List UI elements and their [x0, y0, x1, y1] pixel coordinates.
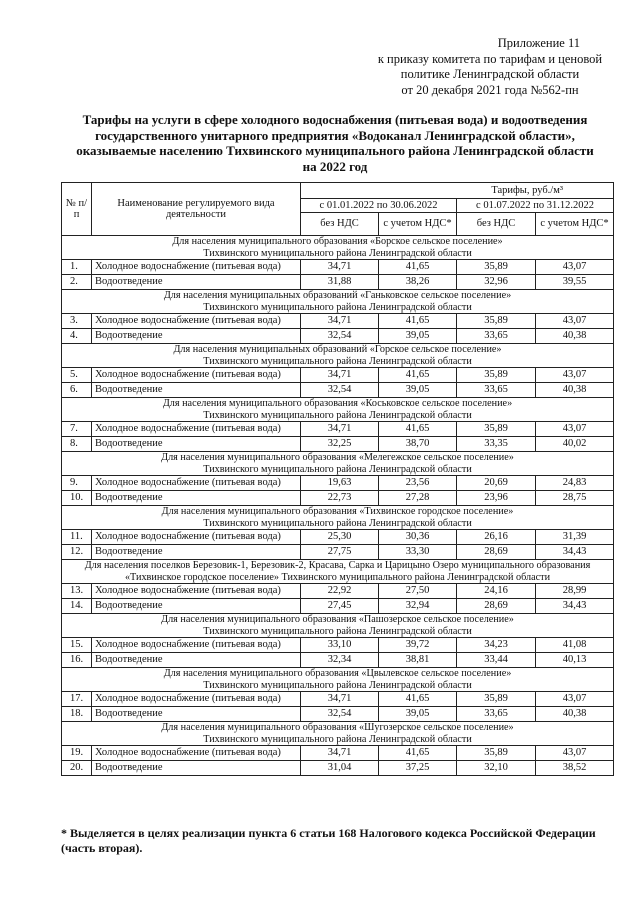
- tariff-period1-with-vat: 39,72: [379, 638, 457, 653]
- section-heading-line: Тихвинского муниципального района Ленинградской области: [203, 517, 472, 529]
- row-activity-name: Водоотведение: [92, 653, 301, 668]
- header-no-vat: без НДС: [301, 213, 379, 236]
- table-row: [62, 761, 614, 776]
- tariff-period1-no-vat: 31,88: [301, 275, 379, 290]
- section-heading-line: Для населения муниципального образования «Мелегежское сельское поселение»: [161, 452, 514, 463]
- tariff-period2-with-vat: 43,07: [536, 692, 614, 707]
- table-row: [62, 545, 614, 560]
- row-activity-name: Водоотведение: [92, 545, 301, 560]
- header-with-vat: с учетом НДС*: [536, 213, 614, 236]
- table-row: [62, 437, 614, 452]
- table-row: [62, 260, 614, 275]
- row-activity-name: Холодное водоснабжение (питьевая вода): [92, 422, 301, 437]
- tariff-period1-no-vat: 34,71: [301, 422, 379, 437]
- section-heading: [62, 398, 614, 422]
- tariff-period2-with-vat: 43,07: [536, 368, 614, 383]
- tariff-period1-with-vat: 27,50: [379, 584, 457, 599]
- section-heading: [62, 236, 614, 260]
- section-heading-row: [62, 344, 614, 368]
- table-row: [62, 746, 614, 761]
- section-heading-row: [62, 614, 614, 638]
- tariff-period1-no-vat: 34,71: [301, 692, 379, 707]
- tariff-period1-no-vat: 19,63: [301, 476, 379, 491]
- tariff-period2-no-vat: 33,65: [457, 383, 536, 398]
- section-heading-row: [62, 560, 614, 584]
- section-heading: [62, 668, 614, 692]
- tariff-period1-no-vat: 34,71: [301, 260, 379, 275]
- tariff-period1-with-vat: 38,70: [379, 437, 457, 452]
- tariff-period1-no-vat: 25,30: [301, 530, 379, 545]
- section-heading: [62, 452, 614, 476]
- row-activity-name: Водоотведение: [92, 437, 301, 452]
- section-heading-row: [62, 236, 614, 260]
- row-activity-name: Холодное водоснабжение (питьевая вода): [92, 692, 301, 707]
- section-heading-row: [62, 506, 614, 530]
- row-number: 6.: [62, 383, 92, 398]
- tariff-period2-with-vat: 40,38: [536, 329, 614, 344]
- table-row: [62, 707, 614, 722]
- section-heading-line: Тихвинского муниципального района Ленинградской области: [203, 679, 472, 691]
- tariff-period1-no-vat: 31,04: [301, 761, 379, 776]
- row-activity-name: Водоотведение: [92, 599, 301, 614]
- section-heading-line: Тихвинского муниципального района Ленинградской области: [203, 625, 472, 637]
- header-period-2: с 01.07.2022 по 31.12.2022: [457, 199, 614, 213]
- section-heading-line: Для населения поселков Березовик-1, Березовик-2, Красава, Сарка и Царицыно Озеро муниципального образования: [84, 560, 591, 571]
- header-period-1: с 01.01.2022 по 30.06.2022: [301, 199, 457, 213]
- table-row: [62, 476, 614, 491]
- tariff-period1-with-vat: 39,05: [379, 707, 457, 722]
- section-heading-row: [62, 722, 614, 746]
- table-row: [62, 422, 614, 437]
- table-row: [62, 275, 614, 290]
- tariff-period1-no-vat: 34,71: [301, 368, 379, 383]
- tariff-period2-no-vat: 35,89: [457, 746, 536, 761]
- tariff-period2-no-vat: 24,16: [457, 584, 536, 599]
- row-activity-name: Холодное водоснабжение (питьевая вода): [92, 314, 301, 329]
- row-number: 1.: [62, 260, 92, 275]
- tariff-period2-with-vat: 31,39: [536, 530, 614, 545]
- header-with-vat: с учетом НДС*: [379, 213, 457, 236]
- section-heading-line: Тихвинского муниципального района Ленинградской области: [203, 301, 472, 313]
- tariff-period1-no-vat: 32,54: [301, 707, 379, 722]
- header-number: № п/п: [62, 183, 92, 236]
- tariff-period1-with-vat: 30,36: [379, 530, 457, 545]
- tariff-period1-with-vat: 39,05: [379, 329, 457, 344]
- tariff-period1-with-vat: 41,65: [379, 422, 457, 437]
- tariff-period1-no-vat: 27,45: [301, 599, 379, 614]
- section-heading-row: [62, 668, 614, 692]
- tariff-period1-no-vat: 33,10: [301, 638, 379, 653]
- appendix-committee: политике Ленинградской области: [400, 67, 580, 81]
- row-activity-name: Водоотведение: [92, 707, 301, 722]
- tariff-period1-no-vat: 22,92: [301, 584, 379, 599]
- row-activity-name: Водоотведение: [92, 761, 301, 776]
- section-heading-row: [62, 398, 614, 422]
- section-heading-line: Тихвинского муниципального района Ленинградской области: [203, 247, 472, 259]
- tariff-period2-with-vat: 40,38: [536, 707, 614, 722]
- row-number: 12.: [62, 545, 92, 560]
- row-activity-name: Холодное водоснабжение (питьевая вода): [92, 530, 301, 545]
- tariff-period1-with-vat: 39,05: [379, 383, 457, 398]
- row-activity-name: Холодное водоснабжение (питьевая вода): [92, 260, 301, 275]
- table-row: [62, 653, 614, 668]
- tariff-period2-with-vat: 40,02: [536, 437, 614, 452]
- tariff-period2-with-vat: 34,43: [536, 599, 614, 614]
- tariff-period2-no-vat: 20,69: [457, 476, 536, 491]
- tariff-period2-no-vat: 35,89: [457, 422, 536, 437]
- table-row: [62, 584, 614, 599]
- section-heading-line: Для населения муниципального образования «Тихвинское городское поселение»: [161, 506, 514, 517]
- tariff-period1-with-vat: 41,65: [379, 260, 457, 275]
- row-activity-name: Холодное водоснабжение (питьевая вода): [92, 584, 301, 599]
- tariff-period1-no-vat: 32,25: [301, 437, 379, 452]
- section-heading-line: Для населения муниципального образования «Цвылевское сельское поселение»: [163, 668, 512, 679]
- row-number: 19.: [62, 746, 92, 761]
- row-activity-name: Водоотведение: [92, 491, 301, 506]
- tariff-period2-no-vat: 32,96: [457, 275, 536, 290]
- section-heading-row: [62, 452, 614, 476]
- tariff-period2-no-vat: 28,69: [457, 545, 536, 560]
- table-row: [62, 368, 614, 383]
- row-activity-name: Водоотведение: [92, 275, 301, 290]
- tariff-period1-with-vat: 33,30: [379, 545, 457, 560]
- tariff-period1-with-vat: 38,81: [379, 653, 457, 668]
- row-activity-name: Водоотведение: [92, 383, 301, 398]
- tariff-table: [61, 182, 614, 776]
- tariff-table-body: [62, 236, 614, 776]
- section-heading-line: Для населения муниципальных образований «Ганьковское сельское поселение»: [163, 290, 512, 301]
- table-row: [62, 599, 614, 614]
- tariff-period2-with-vat: 39,55: [536, 275, 614, 290]
- tariff-period2-no-vat: 23,96: [457, 491, 536, 506]
- section-heading-line: Для населения муниципального образования «Коськовское сельское поселение»: [162, 398, 513, 409]
- footnote: * Выделяется в целях реализации пункта 6 статьи 168 Налогового кодекса Российской Федерации (часть вторая).: [61, 826, 596, 855]
- header-tariffs: Тарифы, руб./м³: [301, 183, 614, 199]
- row-number: 17.: [62, 692, 92, 707]
- tariff-period1-with-vat: 41,65: [379, 692, 457, 707]
- tariff-period2-with-vat: 43,07: [536, 422, 614, 437]
- section-heading: [62, 722, 614, 746]
- tariff-period2-with-vat: 24,83: [536, 476, 614, 491]
- table-row: [62, 329, 614, 344]
- tariff-period1-with-vat: 38,26: [379, 275, 457, 290]
- row-number: 15.: [62, 638, 92, 653]
- tariff-period2-with-vat: 34,43: [536, 545, 614, 560]
- table-row: [62, 692, 614, 707]
- tariff-period2-with-vat: 43,07: [536, 746, 614, 761]
- appendix-header: [370, 36, 610, 98]
- tariff-period1-with-vat: 41,65: [379, 746, 457, 761]
- tariff-period2-no-vat: 35,89: [457, 692, 536, 707]
- row-number: 3.: [62, 314, 92, 329]
- section-heading-line: Тихвинского муниципального района Ленинградской области: [203, 355, 472, 367]
- row-number: 11.: [62, 530, 92, 545]
- tariff-period2-no-vat: 35,89: [457, 314, 536, 329]
- header-no-vat: без НДС: [457, 213, 536, 236]
- section-heading-line: Для населения муниципальных образований «Горское сельское поселение»: [173, 344, 502, 355]
- document-title: [70, 112, 600, 174]
- appendix-number: Приложение 11: [497, 36, 580, 50]
- section-heading-line: «Тихвинское городское поселение» Тихвинского муниципального района Ленинградской области: [124, 571, 551, 583]
- section-heading-row: [62, 290, 614, 314]
- row-activity-name: Холодное водоснабжение (питьевая вода): [92, 368, 301, 383]
- title-line: на 2022 год: [302, 158, 368, 174]
- section-heading: [62, 614, 614, 638]
- tariff-period1-no-vat: 34,71: [301, 746, 379, 761]
- section-heading-line: Для населения муниципального образования «Борское сельское поселение»: [172, 236, 503, 247]
- row-number: 9.: [62, 476, 92, 491]
- tariff-period1-with-vat: 37,25: [379, 761, 457, 776]
- row-number: 20.: [62, 761, 92, 776]
- section-heading: [62, 560, 614, 584]
- tariff-period1-no-vat: 22,73: [301, 491, 379, 506]
- tariff-period1-with-vat: 23,56: [379, 476, 457, 491]
- tariff-period2-no-vat: 34,23: [457, 638, 536, 653]
- tariff-period1-no-vat: 27,75: [301, 545, 379, 560]
- section-heading: [62, 506, 614, 530]
- header-activity-name: Наименование регулируемого вида деятельности: [92, 183, 301, 236]
- tariff-period2-no-vat: 33,35: [457, 437, 536, 452]
- tariff-period1-no-vat: 34,71: [301, 314, 379, 329]
- title-line: Тарифы на услуги в сфере холодного водоснабжения (питьевая вода) и водоотведения: [82, 112, 588, 127]
- title-line: государственного унитарного предприятия «Водоканал Ленинградской области»,: [95, 127, 575, 143]
- tariff-period2-no-vat: 33,65: [457, 329, 536, 344]
- row-number: 18.: [62, 707, 92, 722]
- tariff-period2-no-vat: 35,89: [457, 260, 536, 275]
- section-heading: [62, 290, 614, 314]
- row-activity-name: Холодное водоснабжение (питьевая вода): [92, 746, 301, 761]
- tariff-period1-with-vat: 32,94: [379, 599, 457, 614]
- table-row: [62, 383, 614, 398]
- row-number: 8.: [62, 437, 92, 452]
- tariff-period2-no-vat: 26,16: [457, 530, 536, 545]
- section-heading: [62, 344, 614, 368]
- tariff-period2-with-vat: 43,07: [536, 260, 614, 275]
- section-heading-line: Тихвинского муниципального района Ленинградской области: [203, 409, 472, 421]
- tariff-period1-with-vat: 27,28: [379, 491, 457, 506]
- row-number: 2.: [62, 275, 92, 290]
- appendix-date: от 20 декабря 2021 года №562-пн: [401, 82, 579, 97]
- tariff-period1-no-vat: 32,54: [301, 329, 379, 344]
- section-heading-line: Для населения муниципального образования «Пашозерское сельское поселение»: [161, 614, 514, 625]
- table-row: [62, 530, 614, 545]
- row-activity-name: Холодное водоснабжение (питьевая вода): [92, 476, 301, 491]
- tariff-period2-with-vat: 28,99: [536, 584, 614, 599]
- tariff-period2-with-vat: 40,38: [536, 383, 614, 398]
- row-number: 7.: [62, 422, 92, 437]
- tariff-period2-with-vat: 28,75: [536, 491, 614, 506]
- section-heading-line: Тихвинского муниципального района Ленинградской области: [203, 733, 472, 745]
- tariff-period2-no-vat: 33,65: [457, 707, 536, 722]
- tariff-period2-with-vat: 43,07: [536, 314, 614, 329]
- tariff-period2-no-vat: 28,69: [457, 599, 536, 614]
- tariff-period2-with-vat: 40,13: [536, 653, 614, 668]
- table-row: [62, 491, 614, 506]
- tariff-period1-no-vat: 32,34: [301, 653, 379, 668]
- table-row: [62, 314, 614, 329]
- tariff-period2-with-vat: 41,08: [536, 638, 614, 653]
- tariff-period1-no-vat: 32,54: [301, 383, 379, 398]
- row-number: 4.: [62, 329, 92, 344]
- table-row: [62, 638, 614, 653]
- title-line: оказываемые населению Тихвинского муниципального района Ленинградской области: [76, 143, 594, 158]
- row-number: 14.: [62, 599, 92, 614]
- row-activity-name: Холодное водоснабжение (питьевая вода): [92, 638, 301, 653]
- tariff-period2-no-vat: 35,89: [457, 368, 536, 383]
- section-heading-line: Тихвинского муниципального района Ленинградской области: [203, 463, 472, 475]
- appendix-order-ref: к приказу комитета по тарифам и ценовой: [377, 51, 603, 66]
- tariff-period2-with-vat: 38,52: [536, 761, 614, 776]
- row-number: 16.: [62, 653, 92, 668]
- tariff-period2-no-vat: 32,10: [457, 761, 536, 776]
- row-number: 10.: [62, 491, 92, 506]
- tariff-period1-with-vat: 41,65: [379, 314, 457, 329]
- row-number: 13.: [62, 584, 92, 599]
- row-number: 5.: [62, 368, 92, 383]
- tariff-period1-with-vat: 41,65: [379, 368, 457, 383]
- tariff-period2-no-vat: 33,44: [457, 653, 536, 668]
- row-activity-name: Водоотведение: [92, 329, 301, 344]
- section-heading-line: Для населения муниципального образования «Шугозерское сельское поселение»: [161, 722, 514, 733]
